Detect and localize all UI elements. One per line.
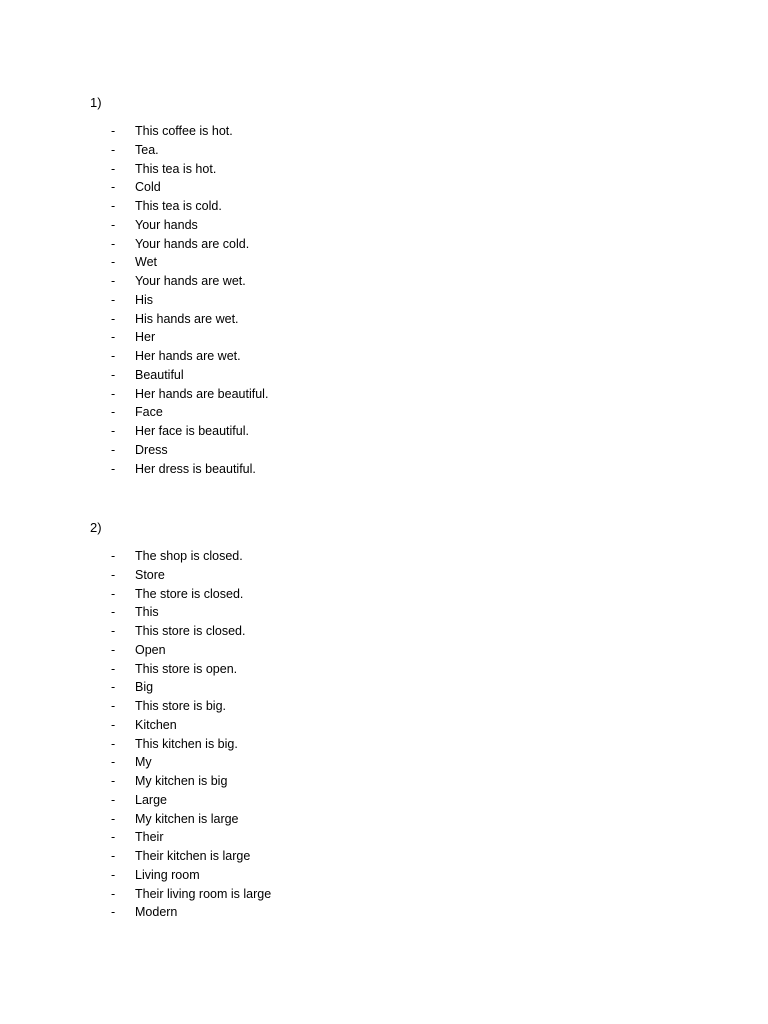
list-item-text: Face	[135, 405, 163, 420]
dash-bullet: -	[111, 774, 116, 788]
list-item-text: Store	[135, 567, 165, 582]
dash-bullet: -	[111, 161, 116, 176]
list-item	[0, 160, 768, 179]
list-item-text: This tea is cold.	[135, 199, 222, 213]
dash-bullet: -	[111, 792, 116, 807]
dash-bullet: -	[111, 236, 116, 251]
list-item-text: This kitchen is big.	[135, 736, 238, 751]
list-item	[0, 291, 768, 310]
dash-bullet: -	[111, 311, 116, 326]
dash-bullet: -	[111, 642, 116, 657]
list-item-text: Wet	[135, 255, 157, 270]
list-item	[0, 441, 768, 460]
list-item	[0, 272, 768, 291]
list-item-text: Her dress is beautiful.	[135, 461, 256, 476]
list-item	[0, 547, 768, 566]
dash-bullet: -	[111, 424, 116, 438]
dash-bullet: -	[111, 736, 116, 751]
dash-bullet: -	[111, 624, 116, 638]
list-item-text: Their kitchen is large	[135, 849, 251, 863]
list-item	[0, 366, 768, 385]
list-item	[0, 253, 768, 272]
list-item-text: The shop is closed.	[135, 549, 243, 563]
section-number: 1)	[90, 95, 102, 110]
dash-bullet: -	[111, 367, 116, 382]
dash-bullet: -	[111, 386, 116, 401]
list-item-text: This store is closed.	[135, 624, 246, 638]
list-item	[0, 328, 768, 347]
list-item	[0, 641, 768, 660]
list-item-text: This	[135, 605, 159, 620]
dash-bullet: -	[111, 124, 116, 138]
list-item-text: This coffee is hot.	[135, 124, 233, 138]
list-item-text: Dress	[135, 442, 168, 457]
list-item-text: His	[135, 292, 154, 307]
list-item	[0, 622, 768, 641]
list-item-text: Big	[135, 680, 154, 695]
dash-bullet: -	[111, 330, 116, 345]
list-item	[0, 122, 768, 141]
dash-bullet: -	[111, 292, 116, 307]
list-item-text: Living room	[135, 867, 200, 882]
list-item-text: Beautiful	[135, 367, 184, 382]
list-item	[0, 866, 768, 885]
list-item	[0, 828, 768, 847]
list-item-text: The store is closed.	[135, 586, 244, 601]
dash-bullet: -	[111, 830, 116, 845]
dash-bullet: -	[111, 867, 116, 882]
list-item	[0, 716, 768, 735]
dash-bullet: -	[111, 255, 116, 270]
list-item-text: Her hands are beautiful.	[135, 386, 269, 401]
dash-bullet: -	[111, 549, 116, 563]
list-item-text: His hands are wet.	[135, 311, 239, 326]
list-item	[0, 847, 768, 866]
list-item-text: Her	[135, 330, 156, 345]
dash-bullet: -	[111, 405, 116, 420]
dash-bullet: -	[111, 717, 116, 732]
dash-bullet: -	[111, 199, 116, 213]
list-item-text: Their	[135, 830, 164, 845]
list-item	[0, 903, 768, 922]
list-item-text: Your hands	[135, 217, 198, 232]
list-item-text: Large	[135, 792, 167, 807]
dash-bullet: -	[111, 274, 116, 288]
dash-bullet: -	[111, 349, 116, 363]
list-item-text: Her face is beautiful.	[135, 424, 249, 438]
list-item-text: My kitchen is large	[135, 811, 239, 826]
list-item-text: Cold	[135, 180, 161, 195]
dash-bullet: -	[111, 755, 116, 770]
list-item	[0, 178, 768, 197]
list-item	[0, 585, 768, 604]
list-item	[0, 460, 768, 479]
list-item-text: This tea is hot.	[135, 161, 217, 176]
dash-bullet: -	[111, 849, 116, 863]
dash-bullet: -	[111, 586, 116, 601]
list-item	[0, 422, 768, 441]
list-item	[0, 216, 768, 235]
dash-bullet: -	[111, 905, 116, 920]
list-item-text: Tea.	[135, 142, 159, 157]
list-item-text: Modern	[135, 905, 178, 920]
dash-bullet: -	[111, 567, 116, 582]
dash-bullet: -	[111, 217, 116, 232]
list-item-text: Her hands are wet.	[135, 349, 241, 363]
list-item	[0, 141, 768, 160]
list-item	[0, 885, 768, 904]
phrase-list	[0, 547, 768, 922]
dash-bullet: -	[111, 811, 116, 826]
list-item-text: Their living room is large	[135, 886, 272, 901]
dash-bullet: -	[111, 886, 116, 901]
list-item	[0, 403, 768, 422]
list-item	[0, 753, 768, 772]
list-item-text: Your hands are cold.	[135, 236, 250, 251]
list-item	[0, 385, 768, 404]
phrase-list	[0, 122, 768, 478]
section-number: 2)	[90, 520, 102, 535]
list-item	[0, 603, 768, 622]
dash-bullet: -	[111, 680, 116, 695]
dash-bullet: -	[111, 142, 116, 157]
dash-bullet: -	[111, 442, 116, 457]
list-item	[0, 791, 768, 810]
list-item	[0, 810, 768, 829]
list-item-text: My kitchen is big	[135, 774, 228, 788]
list-item	[0, 735, 768, 754]
dash-bullet: -	[111, 461, 116, 476]
dash-bullet: -	[111, 180, 116, 195]
list-item-text: Your hands are wet.	[135, 274, 246, 288]
list-item	[0, 566, 768, 585]
list-item	[0, 235, 768, 254]
dash-bullet: -	[111, 699, 116, 713]
list-item-text: This store is big.	[135, 699, 227, 713]
list-item	[0, 678, 768, 697]
list-item	[0, 660, 768, 679]
list-item-text: Kitchen	[135, 717, 177, 732]
list-item-text: This store is open.	[135, 661, 238, 676]
list-item	[0, 310, 768, 329]
list-item	[0, 347, 768, 366]
list-item	[0, 197, 768, 216]
list-item	[0, 772, 768, 791]
dash-bullet: -	[111, 605, 116, 620]
list-item-text: My	[135, 755, 152, 770]
dash-bullet: -	[111, 661, 116, 676]
list-item-text: Open	[135, 642, 166, 657]
list-item	[0, 697, 768, 716]
